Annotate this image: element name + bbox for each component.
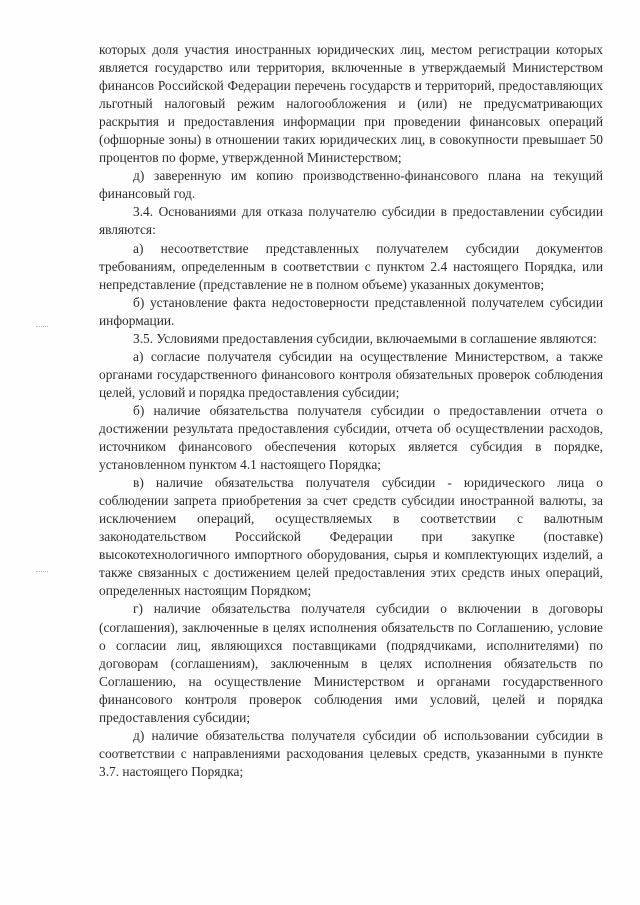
paragraph: которых доля участия иностранных юридических лиц, местом регистрации которых является государство или территория, включенные в утверждаемый Министерством финансов Российской Федерации перечень государств и территорий, предоставляющих льготный налоговый режим налогообложения и (или) не предусматривающих раскрытия и предоставления информации при проведении финансовых операций (офшорные зоны) в отношении таких юридических лиц, в совокупности превышает 50 процентов по форме, утвержденной Министерством;	[99, 42, 603, 166]
paragraph: д) наличие обязательства получателя субсидии об использовании субсидии в соответствии с направлениями расходования целевых средств, указанными в пункте 3.7. настоящего Порядка;	[99, 727, 603, 779]
paragraph: г) наличие обязательства получателя субсидии о включении в договоры (соглашения), заключенные в целях исполнения обязательств по Соглашению, условие о согласии лиц, являющихся поставщиками (подрядчиками, исполнителями) по договорам (соглашениям), заключенным в целях исполнения обязательств по Соглашению, на осуществление Министерством и органами государственного финансового контроля проверок соблюдения ими условий, целей и порядка предоставления субсидии;	[99, 601, 603, 725]
margin-mark	[36, 571, 48, 573]
document-body	[99, 41, 603, 781]
paragraph: а) согласие получателя субсидии на осуществление Министерством, а также органами государственного финансового контроля обязательных проверок соблюдения целей, условий и порядка предоставления субсидии;	[99, 348, 603, 400]
margin-mark	[36, 326, 48, 328]
paragraph: 3.4. Основаниями для отказа получателю субсидии в предоставлении субсидии являются:	[99, 204, 603, 238]
paragraph: б) установление факта недостоверности представленной получателем субсидии информации.	[99, 294, 603, 328]
paragraph: 3.5. Условиями предоставления субсидии, включаемыми в соглашение являются:	[133, 330, 597, 346]
paragraph: а) несоответствие представленных получателем субсидии документов требованиям, определенным в соответствии с пунктом 2.4 настоящего Порядка, или непредставление (представление не в полном объеме) указанных документов;	[99, 240, 603, 292]
paragraph: д) заверенную им копию производственно-финансового плана на текущий финансовый год.	[99, 168, 603, 202]
paragraph: в) наличие обязательства получателя субсидии - юридического лица о соблюдении запрета приобретения за счет средств субсидии иностранной валюты, за исключением операций, осуществляемых в соответствии с валютным законодательством Российской Федерации при закупке (поставке) высокотехнологичного импортного оборудования, сырья и комплектующих изделий, а также связанных с достижением целей предоставления этих средств иных операций, определенных настоящим Порядком;	[99, 475, 603, 599]
paragraph: б) наличие обязательства получателя субсидии о предоставлении отчета о достижении результата предоставления субсидии, отчета об осуществлении расходов, источником финансового обеспечения которых является субсидия в порядке, установленном пунктом 4.1 настоящего Порядка;	[99, 402, 603, 473]
